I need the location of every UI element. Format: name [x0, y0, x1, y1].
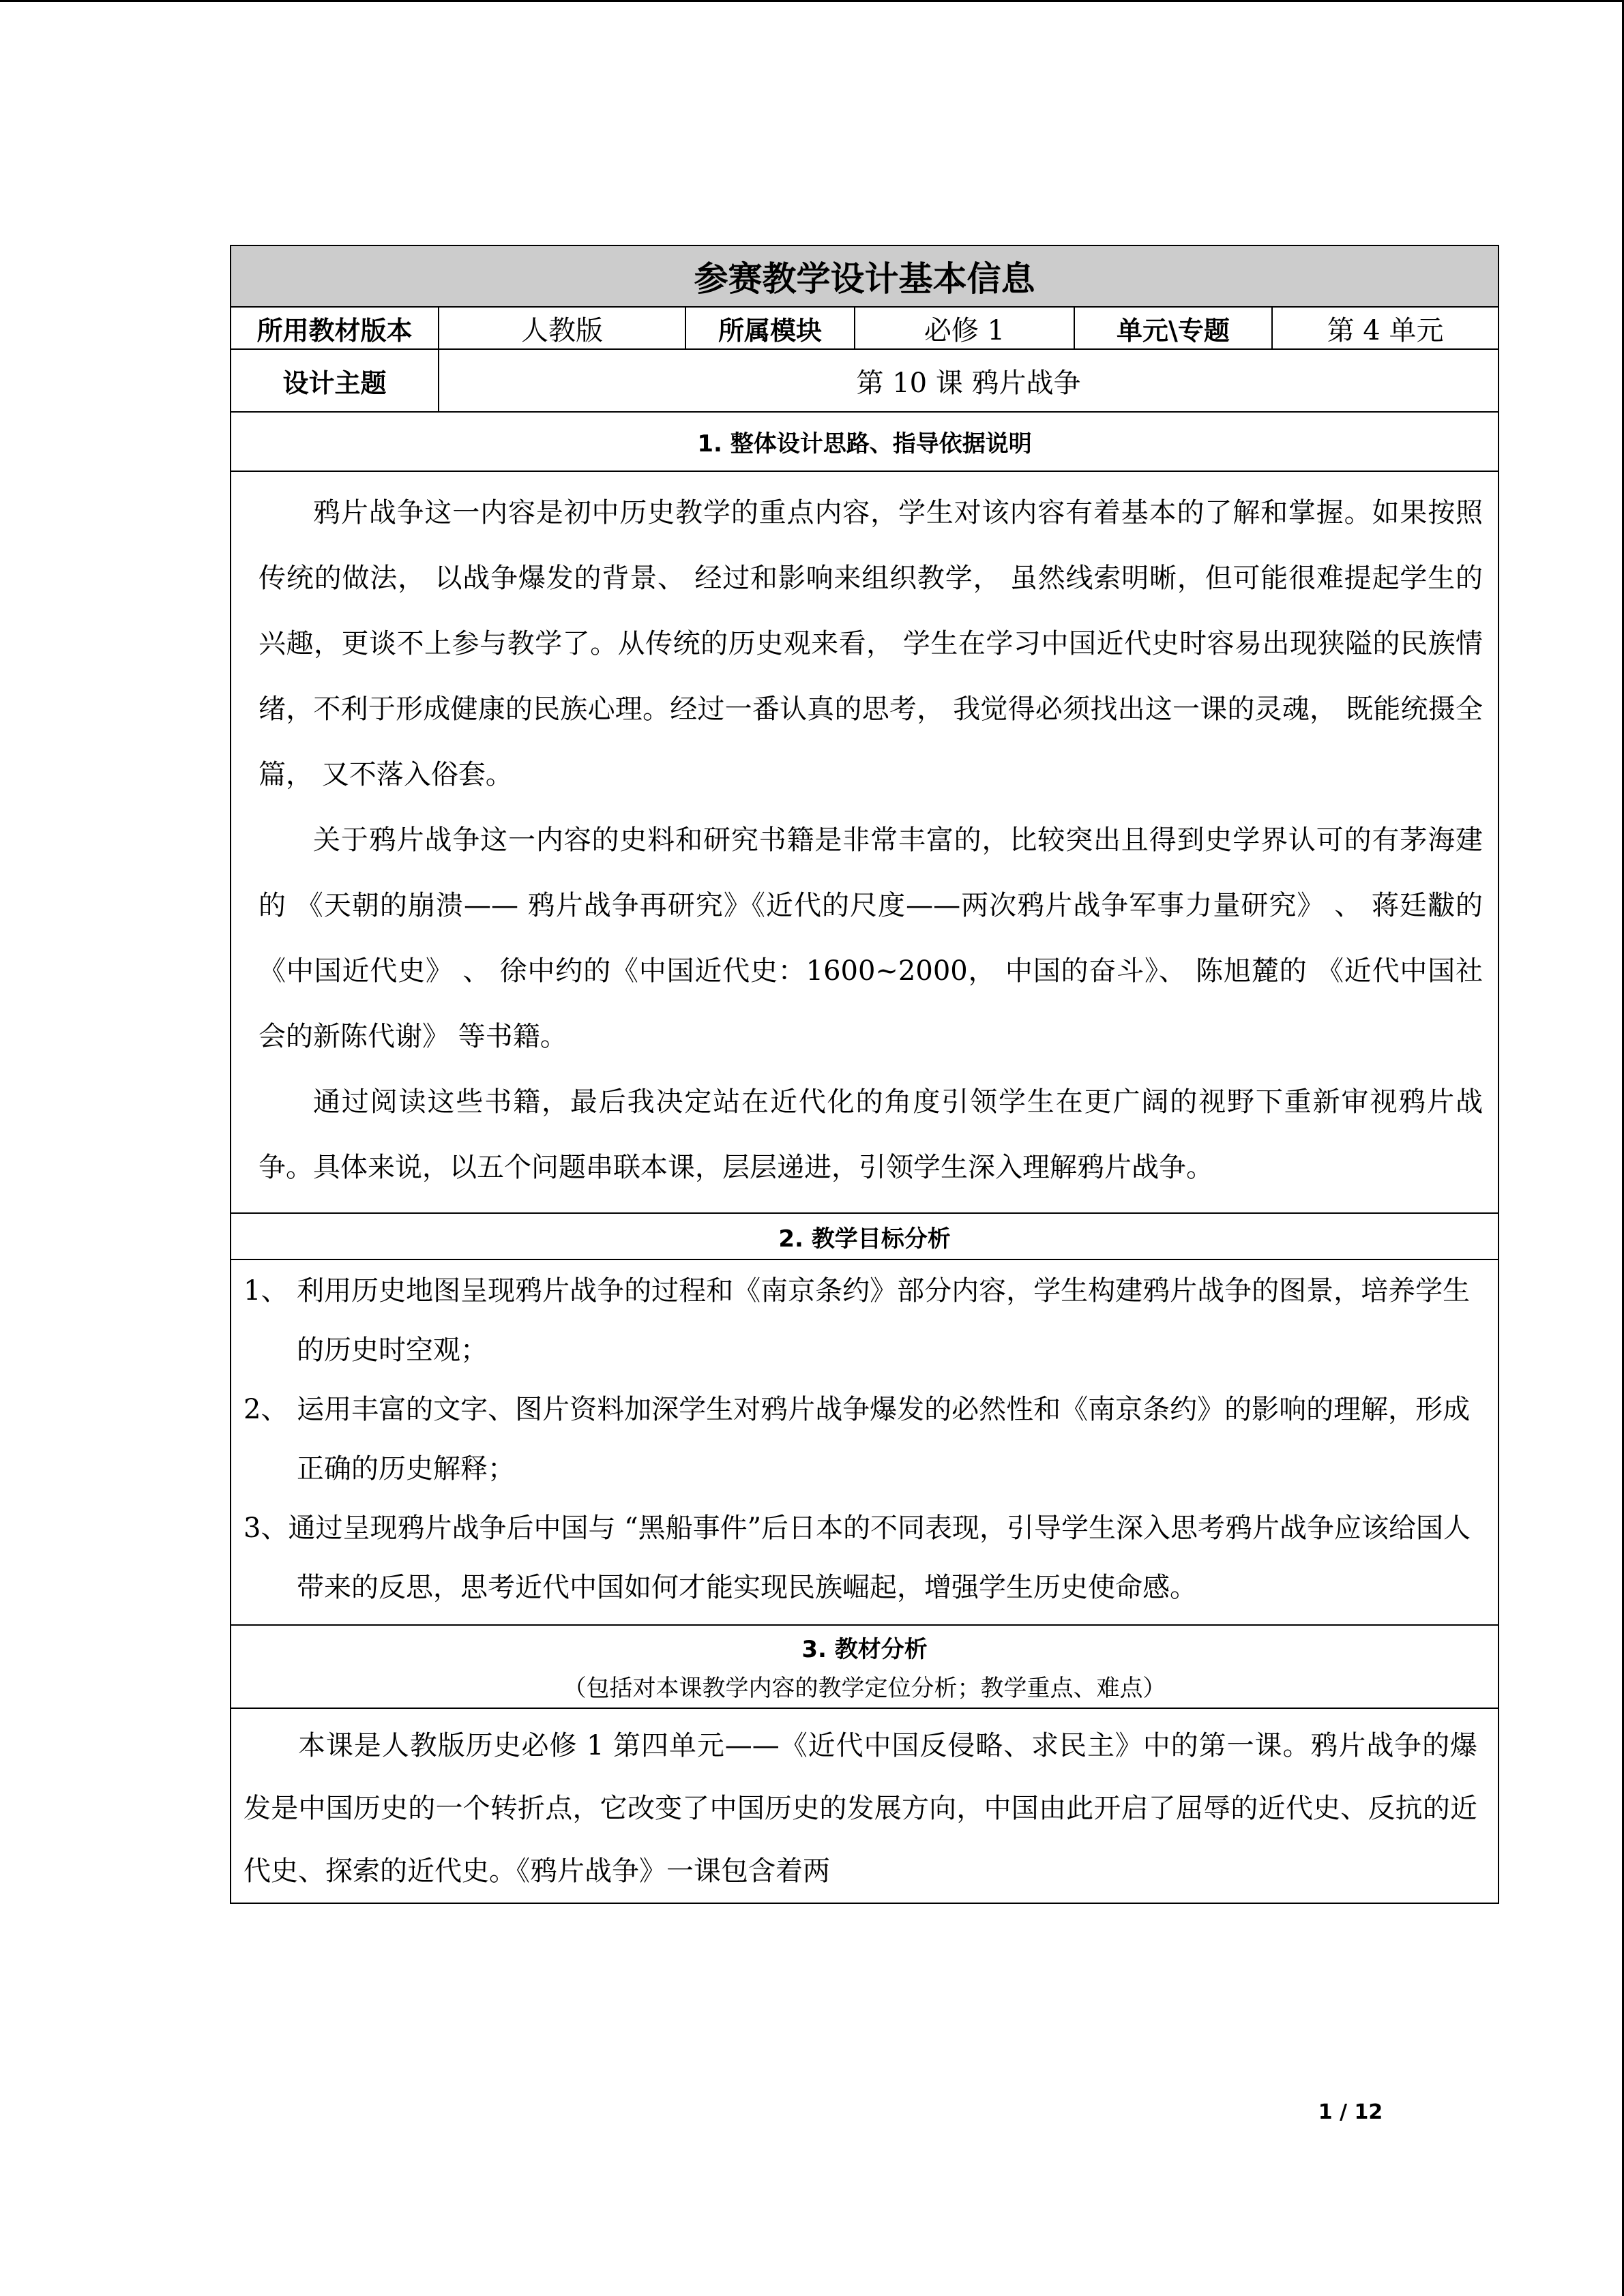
- design-info-table: [230, 245, 1499, 1904]
- section3-title: 3. 教材分析: [801, 1636, 928, 1663]
- page-number: 1 / 12: [1318, 2100, 1383, 2124]
- section3-body: [231, 1708, 1498, 1903]
- section3-header: [231, 1625, 1498, 1708]
- section3-subtitle: （包括对本课教学内容的教学定位分析；教学重点、难点）: [563, 1675, 1166, 1702]
- section1-title: 1. 整体设计思路、指导依据说明: [231, 412, 1498, 471]
- theme-label: 设计主题: [231, 349, 439, 412]
- section1-paragraph: 鸦片战争这一内容是初中历史教学的重点内容，学生对该内容有着基本的了解和掌握。如果按照传统的做法， 以战争爆发的背景、 经过和影响来组织教学， 虽然线索明晰，但可能很难提起学生的兴趣，更谈不上参与教学了。从传统的历史观来看， 学生在学习中国近代史时容易出现狭隘的民族情绪，不利于形成健康的民族心理。经过一番认真的思考， 我觉得必须找出这一课的灵魂， 既能统摄全篇， 又不落入俗套。: [259, 497, 1483, 790]
- section3-paragraph: 本课是人教版历史必修 1 第四单元——《近代中国反侵略、求民主》中的第一课。鸦片战争的爆发是中国历史的一个转折点，它改变了中国历史的发展方向，中国由此开启了屈辱的近代史、反抗的近代史、探索的近代史。《鸦片战争》一课包含着两: [243, 1730, 1478, 1887]
- unit-value: 第 4 单元: [1272, 307, 1498, 349]
- section1-paragraph: 关于鸦片战争这一内容的史料和研究书籍是非常丰富的，比较突出且得到史学界认可的有茅海建的 《天朝的崩溃—— 鸦片战争再研究》《近代的尺度——两次鸦片战争军事力量研究》 、 蒋廷黻的《中国近代史》 、 徐中约的《中国近代史：1600~2000， 中国的奋斗》、 陈旭麓的 《近代中国社会的新陈代谢》 等书籍。: [259, 824, 1483, 1052]
- table-title: 参赛教学设计基本信息: [231, 245, 1498, 307]
- section2-body: [231, 1259, 1498, 1625]
- section2-title: 2. 教学目标分析: [231, 1213, 1498, 1259]
- textbook-value: 人教版: [439, 307, 685, 349]
- section1-body: [231, 471, 1498, 1213]
- goal-item: 1、 利用历史地图呈现鸦片战争的过程和《南京条约》部分内容，学生构建鸦片战争的图景，培养学生的历史时空观；: [243, 1275, 1471, 1366]
- theme-value: 第 10 课 鸦片战争: [439, 349, 1498, 412]
- unit-label: 单元\专题: [1074, 307, 1272, 349]
- section1-paragraph: 通过阅读这些书籍，最后我决定站在近代化的角度引领学生在更广阔的视野下重新审视鸦片战争。具体来说，以五个问题串联本课，层层递进，引领学生深入理解鸦片战争。: [259, 1086, 1483, 1183]
- goal-item: 2、 运用丰富的文字、图片资料加深学生对鸦片战争爆发的必然性和《南京条约》的影响的理解，形成正确的历史解释；: [243, 1394, 1471, 1485]
- module-label: 所属模块: [685, 307, 855, 349]
- textbook-label: 所用教材版本: [231, 307, 439, 349]
- page-border-top: [0, 0, 1624, 2]
- goal-item: 3、通过呈现鸦片战争后中国与 “黑船事件”后日本的不同表现，引导学生深入思考鸦片战争应该给国人带来的反思，思考近代中国如何才能实现民族崛起，增强学生历史使命感。: [243, 1512, 1471, 1603]
- module-value: 必修 1: [855, 307, 1074, 349]
